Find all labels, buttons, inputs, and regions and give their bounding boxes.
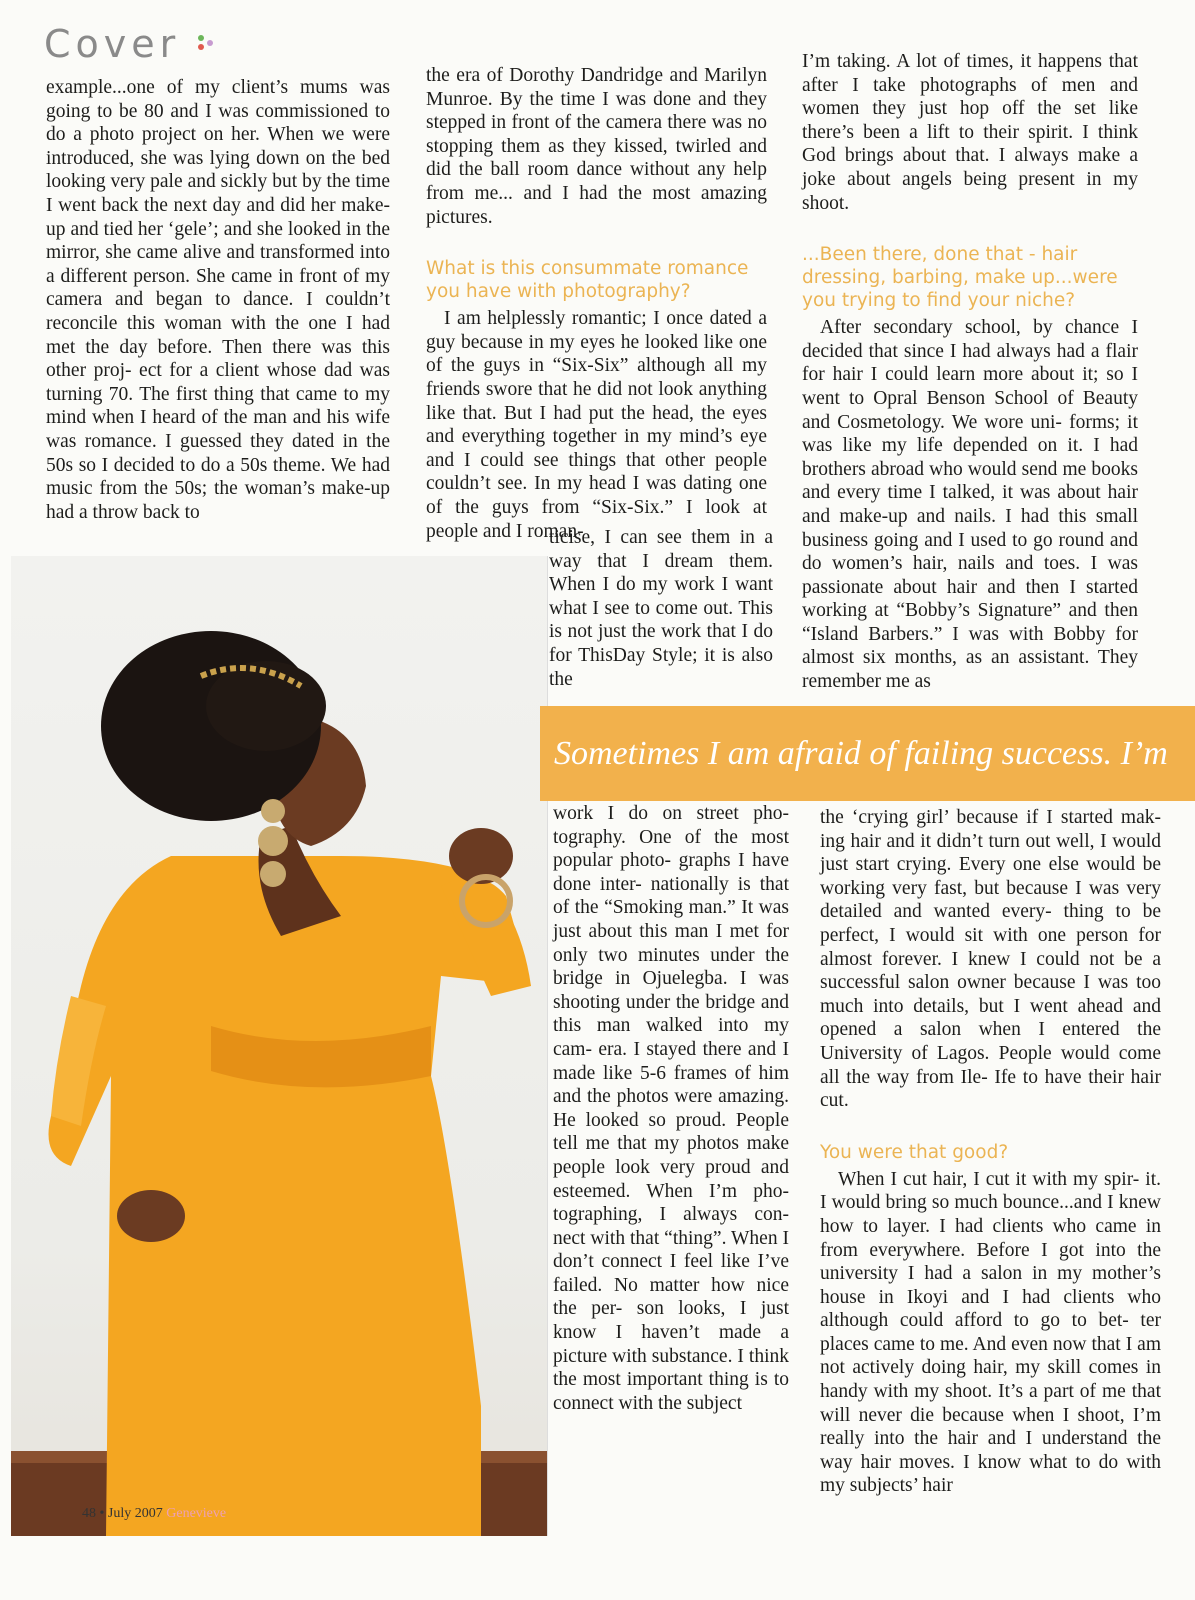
article-column-2-continued (549, 526, 773, 691)
portrait-photo (11, 556, 548, 1536)
issue-date: July 2007 (107, 1506, 163, 1521)
page-footer (82, 1506, 226, 1522)
pull-quote-banner: Sometimes I am afraid of failing success. I’m (540, 706, 1195, 801)
article-column-3 (802, 50, 1138, 694)
magazine-name: Genevieve (166, 1506, 227, 1521)
paragraph: example...one of my client’s mums was going to be 80 and I was commissioned to do a photo project on her. When we were introduced, she was lying down on the bed looking very pale and sickly but by the time I went back the next day and did her make-up and tied her ‘gele’; and she looked in the mirror, she came alive and transformed into a different person. She came in front of my camera and began to dance. I couldn’t reconcile this woman with the one I had met the day before. Then there was this other proj- ect for a client whose dad was turning 70. The first thing that came to my mind when I heard of the man and his wife was romance. I guessed they dated in the 50s so I decided to do a 50s theme. We had music from the 50s; the woman’s make-up had a throw back to (46, 77, 390, 523)
interview-question: What is this consummate romance you have with photography? (426, 258, 749, 303)
paragraph: I am helplessly romantic; I once dated a guy because in my eyes he looked like one of the guys in “Six-Six” although all my friends swore that he did not look anything like that. But I had put the head, the eyes and everything together in my mind’s eye and I could see things that other people couldn’t see. In my head I was dating one of the guys from “Six-Six.” I look at people and I roman- (426, 308, 767, 542)
paragraph: I’m taking. A lot of times, it happens that after I take photographs of men and women they just hop off the set like there’s been a lift to their spirit. I think God brings about that. I always make a joke about angels being present in my shoot. (802, 51, 1138, 214)
paragraph: the era of Dorothy Dandridge and Marilyn Munroe. By the time I was done and they stepped in front of the camera there was no stopping them as they kissed, twirled and did the ball room dance without any help from me... and I had the most amazing pictures. (426, 65, 767, 228)
article-column-2 (426, 64, 767, 543)
paragraph: When I cut hair, I cut it with my spir- it. I would bring so much bounce...and I knew how to layer. I had clients who came in from everywhere. Before I got into the university I had a salon in my mother’s house in Ikoyi and I had clients who although could afford to go to bet- ter places came to me. And even now that I am not actively doing hair, my skill comes in handy with my shoot. It’s a part of me that will never die because when I shoot, I’m really into the hair and I understand the way hair moves. I know what to do with my subjects’ hair (820, 1168, 1161, 1497)
portrait-illustration (11, 556, 547, 1536)
interview-question: You were that good? (820, 1141, 1009, 1163)
section-label: Cover (44, 22, 181, 66)
footer-separator: • (99, 1506, 105, 1521)
page-number: 48 (82, 1506, 96, 1521)
article-column-1 (46, 76, 390, 524)
paragraph: the ‘crying girl’ because if I started mak- ing hair and it didn’t turn out well, I would just start crying. Every one else would be working very fast, but because I was very detailed and wanted every- thing to be perfect, I would sit with one person for almost forever. I knew I could not be a successful salon owner because I was too much into details, but I went ahead and opened a salon when I entered the University of Lagos. People would come all the way from Ile- Ife to have their hair cut. (820, 807, 1161, 1112)
paragraph: ticise, I can see them in a way that I dream them. When I do my work I want what I see to come out. This is not just the work that I do for ThisDay Style; it is also the (549, 527, 773, 690)
article-column-4 (553, 802, 789, 1415)
interview-question: ...Been there, done that - hair dressing, barbing, make up...were you trying to find your niche? (802, 244, 1118, 312)
paragraph: After secondary school, by chance I decided that since I had always had a flair for hair I could learn more about it; so I went to Opral Benson School of Beauty and Cosmetology. We wore uni- forms; it was like my life depended on it. I had brothers abroad who would send me books and every time I talked, it was about hair and make-up and nails. I had this small business going and I used to go round and do women’s hair, nails and toes. I was passionate about hair and then I started working at “Bobby’s Signature” and then “Island Barbers.” I was with Bobby for almost six months, as an assistant. They remember me as (802, 317, 1138, 693)
paragraph: work I do on street pho- tography. One of the most popular photo- graphs I have done inter- nationally is that of the “Smoking man.” It was just about this man I met for only two minutes under the bridge in Ojuelegba. I was shooting under the bridge and this man walked into my cam- era. I stayed there and I made like 5-6 frames of him and the photos were amazing. He looked so proud. People tell me that my photos make people look very proud and esteemed. When I’m pho- tographing, I always con- nect with that “thing”. When I don’t connect I feel like I’ve failed. No matter how nice the per- son looks, I just know I haven’t made a picture with substance. I think the most important thing is to connect with the subject (553, 803, 789, 1414)
article-column-5 (820, 806, 1161, 1498)
section-dots-icon (198, 35, 218, 55)
